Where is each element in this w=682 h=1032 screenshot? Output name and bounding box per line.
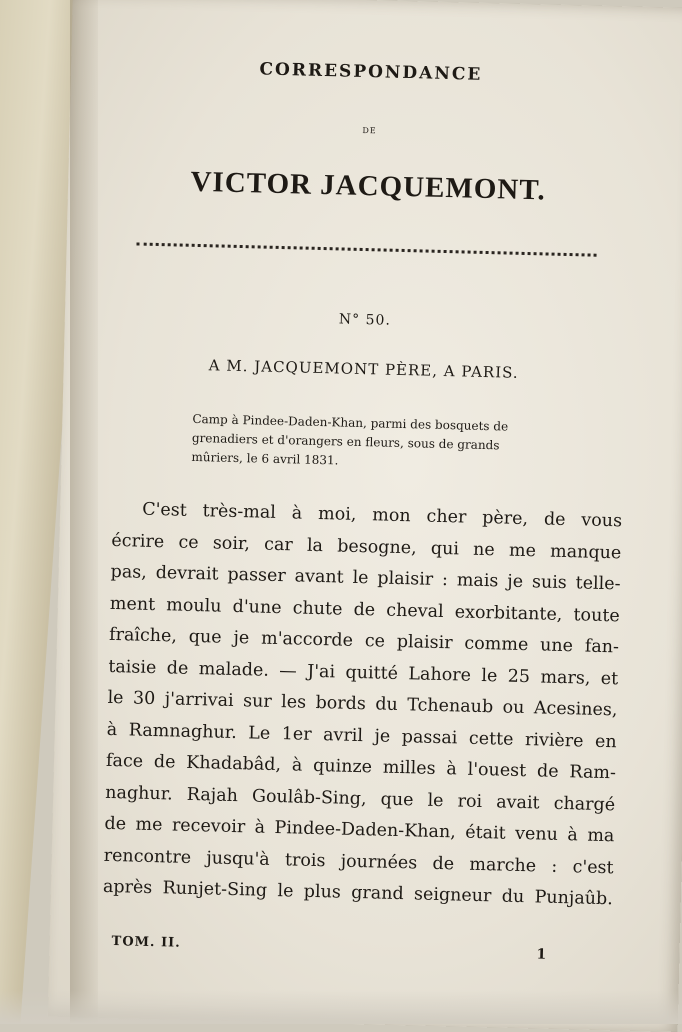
page-gutter-shadow bbox=[70, 0, 98, 1024]
signature-mark: TOM. II. bbox=[111, 934, 181, 951]
body-line: fraîche, que je m'accorde ce plaisir comme une fan- bbox=[108, 624, 620, 658]
page-content bbox=[48, 0, 673, 1031]
letter-number: N° 50. bbox=[338, 311, 392, 329]
body-line: écrire ce soir, car la besogne, qui ne me manque bbox=[111, 530, 622, 563]
body-line: à Ramnaghur. Le 1er avril je passai cette rivière en bbox=[106, 719, 617, 752]
page-number: 1 bbox=[536, 946, 547, 963]
place-line: mûriers, le 6 avril 1831. bbox=[191, 449, 339, 468]
letter-body bbox=[103, 494, 623, 916]
body-line: taisie de malade. — J'ai quitté Lahore le 25 mars, et bbox=[108, 656, 619, 689]
title-connector: DE bbox=[362, 125, 377, 136]
running-title: CORRESPONDANCE bbox=[259, 59, 483, 85]
body-line: pas, devrait passer avant le plaisir : mais je suis telle- bbox=[110, 561, 621, 595]
body-line: de me recevoir à Pindee-Daden-Khan, était venu à ma bbox=[104, 813, 615, 847]
page-bottom-edge bbox=[0, 990, 682, 1024]
body-line: le 30 j'arrivai sur les bords du Tchenaub ou Acesines, bbox=[107, 687, 618, 721]
place-line: grenadiers et d'orangers en fleurs, sous de grands bbox=[191, 430, 500, 453]
place-line: Camp à Pindee-Daden-Khan, parmi des bosquets de bbox=[192, 411, 509, 434]
body-line: face de Khadabâd, à quinze milles à l'ouest de Ram- bbox=[105, 750, 617, 784]
book-page bbox=[48, 0, 682, 1032]
body-line: après Runjet-Sing le plus grand seigneur du Punjaûb. bbox=[102, 876, 614, 910]
author-title: VICTOR JACQUEMONT. bbox=[190, 165, 547, 207]
body-line: ment moulu d'une chute de cheval exorbitante, toute bbox=[109, 593, 620, 626]
letter-place-date bbox=[191, 410, 587, 477]
letter-addressee: A M. JACQUEMONT PÈRE, A PARIS. bbox=[208, 356, 519, 382]
body-line: rencontre jusqu'à trois journées de marche : c'est bbox=[103, 845, 614, 878]
body-line: naghur. Rajah Goulâb-Sing, que le roi avait chargé bbox=[105, 782, 616, 815]
ornamental-rule bbox=[137, 242, 597, 256]
body-line: C'est très-mal à moi, mon cher père, de vous bbox=[141, 499, 623, 532]
